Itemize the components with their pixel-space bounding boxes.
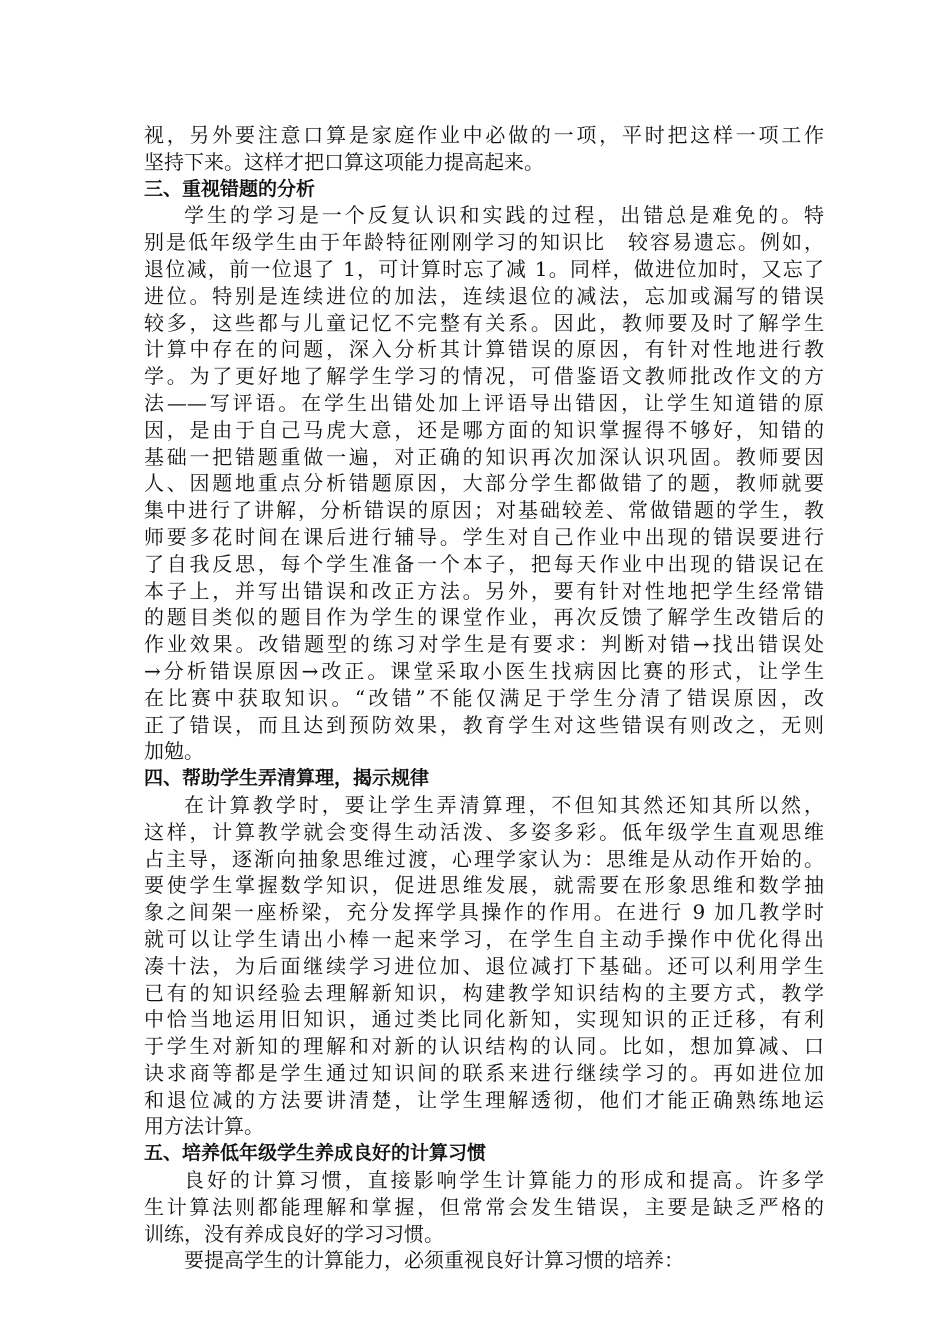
document-page (144, 122, 824, 1274)
text-line: 在计算教学时，要让学生弄清算理，不但知其然还知其所以然， (184, 792, 824, 817)
section-heading: 四、帮助学生弄清算理，揭示规律 (144, 767, 430, 790)
text-line: 因，是由于自己马虎大意，还是哪方面的知识掌握得不够好，知错的 (144, 417, 824, 442)
text-line: 基础一把错题重做一遍，对正确的知识再次加深认识巩固。教师要因 (144, 444, 824, 469)
text-line: 学。为了更好地了解学生学习的情况，可借鉴语文教师批改作文的方 (144, 364, 824, 389)
text-line: 在比赛中获取知识。“改错”不能仅满足于学生分清了错误原因，改 (144, 685, 824, 710)
text-line: 加勉。 (144, 739, 204, 764)
text-line: 较多，这些都与儿童记忆不完整有关系。因此，教师要及时了解学生 (144, 310, 824, 335)
text-line: 要使学生掌握数学知识，促进思维发展，就需要在形象思维和数学抽 (144, 873, 824, 898)
text-line: 已有的知识经验去理解新知识，构建教学知识结构的主要方式，教学 (144, 980, 824, 1005)
text-line: 生计算法则都能理解和掌握，但常常会发生错误，主要是缺乏严格的 (144, 1194, 824, 1219)
text-line: 象之间架一座桥梁，充分发挥学具操作的作用。在进行 9 加几教学时 (144, 900, 824, 925)
text-line: 的题目类似的题目作为学生的课堂作业，再次反馈了解学生改错后的 (144, 605, 824, 630)
text-line: 作业效果。改错题型的练习对学生是有要求：判断对错→找出错误处 (144, 632, 824, 657)
text-line: 进位。特别是连续进位的加法，连续退位的减法，忘加或漏写的错误 (144, 283, 824, 308)
text-line: 要提高学生的计算能力，必须重视良好计算习惯的培养： (184, 1248, 684, 1273)
text-line: 法——写评语。在学生出错处加上评语导出错因，让学生知道错的原 (144, 390, 824, 415)
text-line: 本子上，并写出错误和改正方法。另外，要有针对性地把学生经常错 (144, 578, 824, 603)
text-line: 了自我反思，每个学生准备一个本子，把每天作业中出现的错误记在 (144, 551, 824, 576)
text-line: 中恰当地运用旧知识，通过类比同化新知，实现知识的正迁移，有利 (144, 1007, 824, 1032)
text-line: 学生的学习是一个反复认识和实践的过程，出错总是难免的。特 (184, 203, 824, 228)
text-line: →分析错误原因→改正。课堂采取小医生找病因比赛的形式，让学生 (144, 658, 824, 683)
text-line: 良好的计算习惯，直接影响学生计算能力的形成和提高。许多学 (184, 1168, 824, 1193)
text-line: 诀求商等都是学生通过知识间的联系来进行继续学习的。再如进位加 (144, 1060, 824, 1085)
text-line: 别是低年级学生由于年龄特征刚刚学习的知识比 较容易遗忘。例如， (144, 230, 824, 255)
text-line: 视，另外要注意口算是家庭作业中必做的一项，平时把这样一项工作 (144, 123, 824, 147)
text-line: 凑十法，为后面继续学习进位加、退位减打下基础。还可以利用学生 (144, 953, 824, 978)
section-heading: 五、培养低年级学生养成良好的计算习惯 (144, 1142, 487, 1165)
text-line: 集中进行了讲解，分析错误的原因；对基础较差、常做错题的学生，教 (144, 498, 824, 523)
text-line: 就可以让学生请出小棒一起来学习，在学生自主动手操作中优化得出 (144, 926, 824, 951)
text-line: 用方法计算。 (144, 1114, 264, 1139)
text-line: 计算中存在的问题，深入分析其计算错误的原因，有针对性地进行教 (144, 337, 824, 362)
text-line: 师要多花时间在课后进行辅导。学生对自己作业中出现的错误要进行 (144, 524, 824, 549)
text-line: 训练，没有养成良好的学习习惯。 (144, 1221, 444, 1246)
text-line: 退位减，前一位退了 1，可计算时忘了减 1。同样，做进位加时，又忘了 (144, 256, 824, 281)
section-heading: 三、重视错题的分析 (144, 177, 316, 200)
text-line: 于学生对新知的理解和对新的认识结构的认同。比如，想加算减、口 (144, 1034, 824, 1059)
text-line: 占主导，逐渐向抽象思维过渡，心理学家认为：思维是从动作开始的。 (144, 846, 824, 871)
text-line: 正了错误，而且达到预防效果，教育学生对这些错误有则改之，无则 (144, 712, 824, 737)
text-line: 和退位减的方法要讲清楚，让学生理解透彻，他们才能正确熟练地运 (144, 1087, 824, 1112)
text-line: 人、因题地重点分析错题原因，大部分学生都做错了的题，教师就要 (144, 471, 824, 496)
text-line: 坚持下来。这样才把口算这项能力提高起来。 (144, 149, 544, 174)
text-line: 这样，计算教学就会变得生动活泼、多姿多彩。低年级学生直观思维 (144, 819, 824, 844)
